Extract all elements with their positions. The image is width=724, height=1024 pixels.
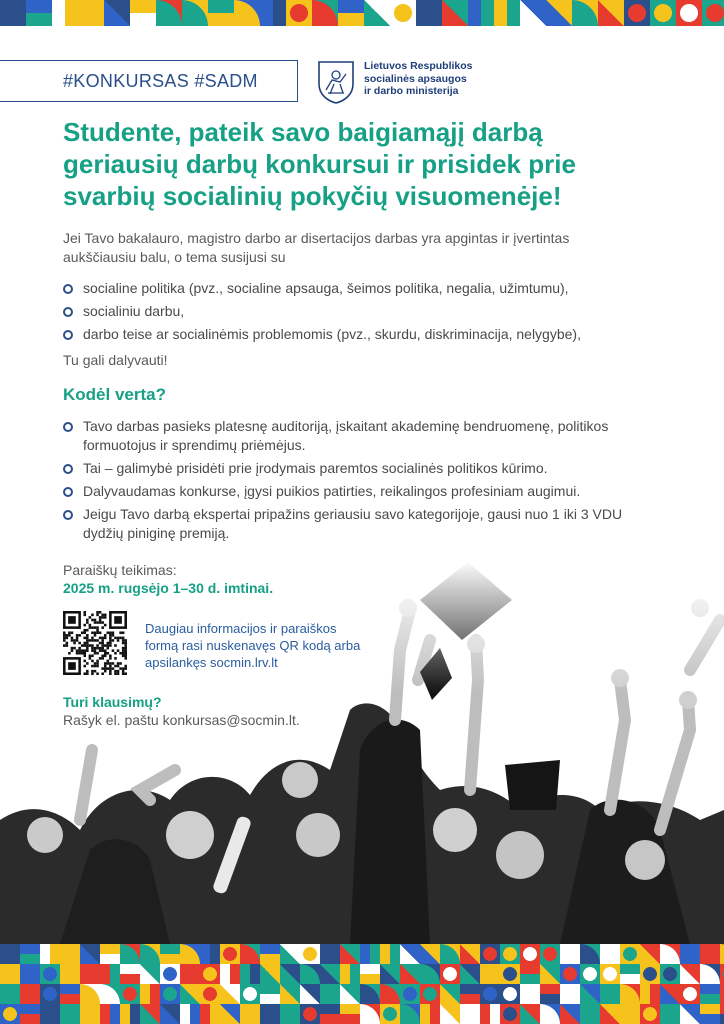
headline: Studente, pateik savo baigiamąjį darbą geriausių darbų konkursui ir prisidek prie svarbių socialinių pokyčių visuomenėje! (63, 117, 576, 211)
pattern-tile (494, 0, 520, 26)
pattern-tile (100, 1004, 120, 1024)
info-text: Daugiau informacijos ir paraiškos formą rasi nuskenavęs QR kodą arba apsilankęs socmin.lrv.lt (145, 621, 361, 670)
pattern-tile (390, 0, 416, 26)
pattern-tile (640, 944, 660, 964)
pattern-tile (540, 984, 560, 1004)
pattern-tile (280, 944, 300, 964)
list-item: darbo teise ar socialinėmis problemomis (pvz., skurdu, diskriminacija, nelygybe), (63, 325, 663, 344)
list-item: socialiniu darbu, (63, 302, 663, 321)
pattern-tile (20, 964, 40, 984)
hashtags: #KONKURSAS #SADM (63, 70, 258, 91)
bottom-pattern-band (0, 944, 724, 1024)
pattern-tile (240, 964, 260, 984)
pattern-tile (520, 944, 540, 964)
pattern-tile (480, 944, 500, 964)
pattern-tile (580, 1004, 600, 1024)
pattern-tile (180, 964, 200, 984)
pattern-tile (52, 0, 78, 26)
pattern-tile (260, 944, 280, 964)
pattern-tile (560, 1004, 580, 1024)
pattern-tile (600, 944, 620, 964)
pattern-tile (320, 984, 340, 1004)
why-heading: Kodėl verta? (63, 385, 166, 404)
pattern-tile (580, 944, 600, 964)
pattern-tile (700, 944, 720, 964)
pattern-tile (420, 1004, 440, 1024)
pattern-tile (220, 984, 240, 1004)
pattern-tile (40, 1004, 60, 1024)
pattern-tile (680, 984, 700, 1004)
pattern-tile (182, 0, 208, 26)
pattern-tile (380, 1004, 400, 1024)
pattern-tile (620, 944, 640, 964)
pattern-tile (300, 984, 320, 1004)
pattern-tile (468, 0, 494, 26)
pattern-tile (560, 944, 580, 964)
pattern-tile (360, 984, 380, 1004)
pattern-tile (40, 964, 60, 984)
pattern-tile (580, 984, 600, 1004)
pattern-tile (520, 1004, 540, 1024)
pattern-tile (360, 944, 380, 964)
pattern-tile (0, 944, 20, 964)
pattern-tile (260, 1004, 280, 1024)
pattern-tile (20, 1004, 40, 1024)
pattern-tile (160, 964, 180, 984)
pattern-tile (380, 984, 400, 1004)
pattern-tile (640, 1004, 660, 1024)
pattern-tile (0, 984, 20, 1004)
pattern-tile (180, 984, 200, 1004)
pattern-tile (200, 964, 220, 984)
can-participate-text: Tu gali dalyvauti! (63, 352, 168, 368)
pattern-tile (660, 984, 680, 1004)
pattern-tile (420, 964, 440, 984)
pattern-tile (460, 964, 480, 984)
pattern-tile (700, 964, 720, 984)
pattern-tile (540, 1004, 560, 1024)
pattern-tile (160, 984, 180, 1004)
pattern-tile (220, 964, 240, 984)
pattern-tile (156, 0, 182, 26)
pattern-tile (40, 944, 60, 964)
pattern-tile (380, 964, 400, 984)
pattern-tile (520, 964, 540, 984)
pattern-tile (440, 984, 460, 1004)
pattern-tile (60, 964, 80, 984)
pattern-tile (286, 0, 312, 26)
pattern-tile (80, 944, 100, 964)
pattern-tile (420, 944, 440, 964)
pattern-tile (120, 944, 140, 964)
pattern-tile (500, 944, 520, 964)
pattern-tile (160, 1004, 180, 1024)
pattern-tile (140, 1004, 160, 1024)
pattern-tile (340, 944, 360, 964)
pattern-tile (520, 0, 546, 26)
hashtag-box (0, 60, 298, 102)
bullet-ring-icon (63, 284, 73, 294)
pattern-tile (240, 984, 260, 1004)
pattern-tile (420, 984, 440, 1004)
pattern-tile (240, 1004, 260, 1024)
pattern-tile (60, 944, 80, 964)
pattern-tile (680, 944, 700, 964)
pattern-tile (130, 0, 156, 26)
bullet-ring-icon (63, 464, 73, 474)
pattern-tile (300, 944, 320, 964)
pattern-tile (680, 1004, 700, 1024)
pattern-tile (78, 0, 104, 26)
pattern-tile (660, 964, 680, 984)
pattern-tile (240, 944, 260, 964)
pattern-tile (280, 964, 300, 984)
pattern-tile (416, 0, 442, 26)
pattern-tile (360, 964, 380, 984)
pattern-tile (260, 984, 280, 1004)
pattern-tile (702, 0, 724, 26)
pattern-tile (500, 1004, 520, 1024)
questions-heading: Turi klausimų? (63, 694, 162, 710)
pattern-tile (0, 0, 26, 26)
pattern-tile (720, 984, 724, 1004)
pattern-tile (380, 944, 400, 964)
pattern-tile (660, 944, 680, 964)
deadline-date: 2025 m. rugsėjo 1–30 d. imtinai. (63, 580, 274, 596)
list-item: Tavo darbas pasieks platesnę auditoriją, įskaitant akademinę bendruomenę, politikos formuotojus ir sprendimų priėmėjus. (63, 417, 663, 455)
pattern-tile (480, 1004, 500, 1024)
pattern-tile (338, 0, 364, 26)
pattern-tile (480, 984, 500, 1004)
pattern-tile (600, 984, 620, 1004)
pattern-tile (312, 0, 338, 26)
pattern-tile (320, 944, 340, 964)
pattern-tile (220, 944, 240, 964)
coat-of-arms-icon (316, 60, 356, 104)
list-item: socialine politika (pvz., socialine apsauga, šeimos politika, negalia, užimtumu), (63, 279, 663, 298)
pattern-tile (220, 1004, 240, 1024)
pattern-tile (620, 964, 640, 984)
pattern-tile (572, 0, 598, 26)
pattern-tile (200, 984, 220, 1004)
pattern-tile (100, 984, 120, 1004)
ministry-name: Lietuvos Respublikos socialinės apsaugos ir darbo ministerija (364, 60, 473, 97)
pattern-tile (140, 984, 160, 1004)
pattern-tile (500, 984, 520, 1004)
pattern-tile (680, 964, 700, 984)
pattern-tile (260, 0, 286, 26)
pattern-tile (360, 1004, 380, 1024)
pattern-tile (20, 984, 40, 1004)
pattern-tile (180, 944, 200, 964)
pattern-tile (440, 964, 460, 984)
pattern-tile (620, 984, 640, 1004)
pattern-tile (600, 964, 620, 984)
bullet-ring-icon (63, 330, 73, 340)
pattern-tile (720, 944, 724, 964)
pattern-tile (234, 0, 260, 26)
pattern-tile (600, 1004, 620, 1024)
pattern-tile (80, 964, 100, 984)
pattern-tile (26, 0, 52, 26)
pattern-tile (580, 964, 600, 984)
pattern-tile (340, 964, 360, 984)
pattern-tile (100, 964, 120, 984)
pattern-tile (20, 944, 40, 964)
pattern-tile (640, 984, 660, 1004)
pattern-tile (100, 944, 120, 964)
bullet-ring-icon (63, 422, 73, 432)
pattern-tile (160, 944, 180, 964)
pattern-tile (0, 964, 20, 984)
pattern-tile (624, 0, 650, 26)
pattern-tile (340, 1004, 360, 1024)
bullet-ring-icon (63, 487, 73, 497)
pattern-tile (120, 984, 140, 1004)
pattern-tile (440, 1004, 460, 1024)
pattern-tile (598, 0, 624, 26)
pattern-tile (200, 944, 220, 964)
pattern-tile (546, 0, 572, 26)
pattern-tile (80, 984, 100, 1004)
pattern-tile (140, 964, 160, 984)
pattern-tile (700, 984, 720, 1004)
bullet-ring-icon (63, 510, 73, 520)
list-item: Tai – galimybė prisidėti prie įrodymais paremtos socialinės politikos kūrimo. (63, 459, 663, 478)
pattern-tile (180, 1004, 200, 1024)
pattern-tile (340, 984, 360, 1004)
ministry-logo (316, 60, 524, 104)
pattern-tile (540, 944, 560, 964)
pattern-tile (120, 1004, 140, 1024)
pattern-tile (540, 964, 560, 984)
pattern-tile (60, 984, 80, 1004)
topics-list (63, 279, 663, 348)
pattern-tile (40, 984, 60, 1004)
pattern-tile (460, 1004, 480, 1024)
pattern-tile (480, 964, 500, 984)
pattern-tile (364, 0, 390, 26)
pattern-tile (560, 984, 580, 1004)
pattern-tile (660, 1004, 680, 1024)
pattern-tile (460, 944, 480, 964)
pattern-tile (320, 964, 340, 984)
pattern-tile (620, 1004, 640, 1024)
pattern-tile (440, 944, 460, 964)
pattern-tile (60, 1004, 80, 1024)
questions-contact: Rašyk el. paštu konkursas@socmin.lt. (63, 712, 300, 728)
pattern-tile (676, 0, 702, 26)
pattern-tile (300, 964, 320, 984)
list-item: Dalyvaudamas konkurse, įgysi puikios patirties, reikalingos profesiniam augimui. (63, 482, 663, 501)
list-item: Jeigu Tavo darbą ekspertai pripažins geriausiu savo kategorijoje, gausi nuo 1 iki 3 VDU dydžių piniginę premiją. (63, 505, 663, 543)
pattern-tile (320, 1004, 340, 1024)
pattern-tile (560, 964, 580, 984)
pattern-tile (720, 1004, 724, 1024)
pattern-tile (280, 1004, 300, 1024)
pattern-tile (120, 964, 140, 984)
pattern-tile (80, 1004, 100, 1024)
pattern-tile (400, 984, 420, 1004)
pattern-tile (400, 964, 420, 984)
pattern-tile (460, 984, 480, 1004)
pattern-tile (720, 964, 724, 984)
pattern-tile (640, 964, 660, 984)
pattern-tile (500, 964, 520, 984)
pattern-tile (520, 984, 540, 1004)
pattern-tile (260, 964, 280, 984)
pattern-tile (300, 1004, 320, 1024)
reasons-list (63, 417, 663, 547)
pattern-tile (700, 1004, 720, 1024)
pattern-tile (442, 0, 468, 26)
pattern-tile (400, 944, 420, 964)
pattern-tile (200, 1004, 220, 1024)
intro-text: Jei Tavo bakalauro, magistro darbo ar disertacijos darbas yra apgintas ir įvertintas aukščiausiu balu, o tema susijusi su (63, 230, 570, 265)
pattern-tile (104, 0, 130, 26)
top-pattern-band (0, 0, 724, 26)
pattern-tile (140, 944, 160, 964)
pattern-tile (208, 0, 234, 26)
pattern-tile (280, 984, 300, 1004)
qr-code-icon[interactable] (63, 611, 127, 675)
pattern-tile (650, 0, 676, 26)
pattern-tile (0, 1004, 20, 1024)
deadline-label: Paraiškų teikimas: (63, 562, 177, 578)
pattern-tile (400, 1004, 420, 1024)
bullet-ring-icon (63, 307, 73, 317)
